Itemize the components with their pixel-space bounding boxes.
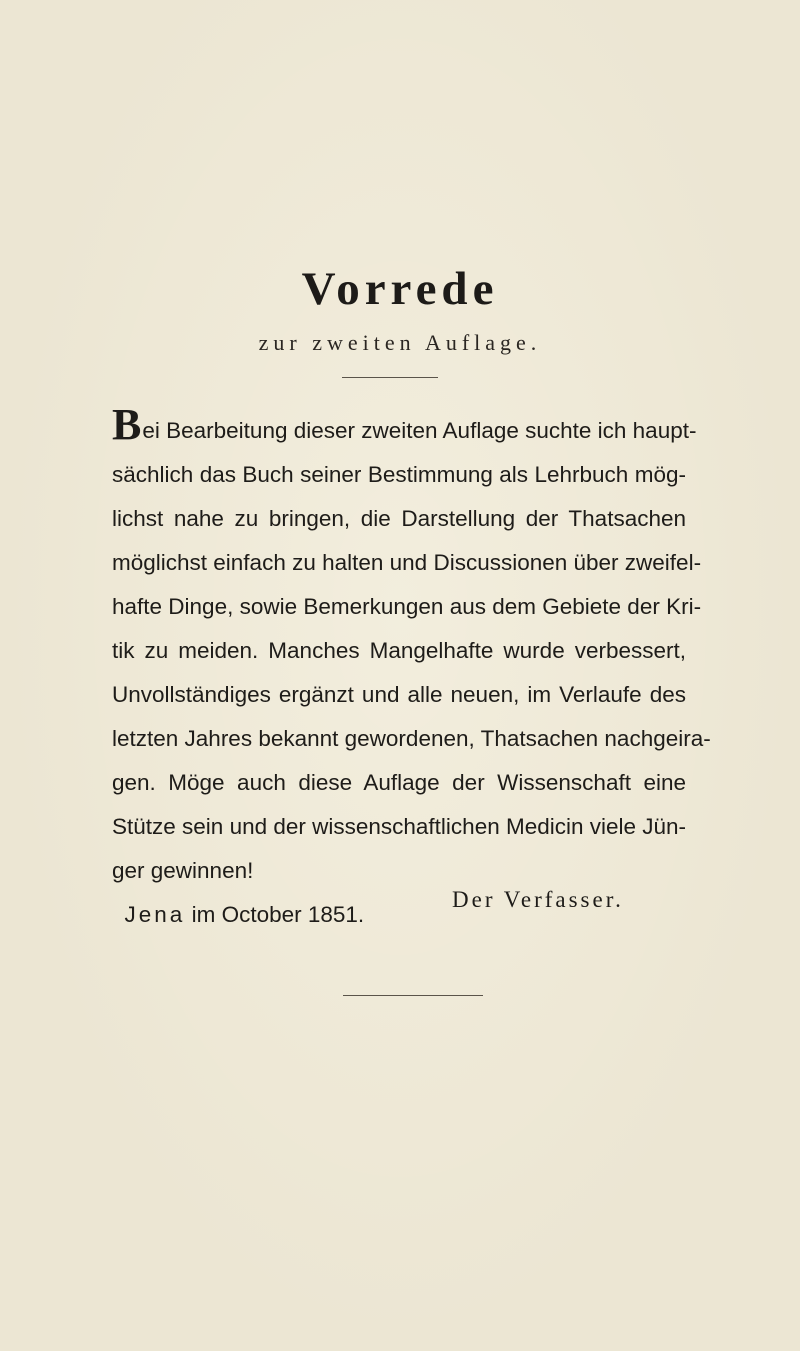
- drop-cap: B: [112, 400, 142, 449]
- bottom-divider: [343, 995, 483, 996]
- text-line-3: lichst nahe zu bringen, die Darstellung der Thatsachen: [112, 506, 686, 531]
- page-title: Vorrede: [301, 263, 499, 315]
- text-line-2: sächlich das Buch seiner Bestimmung als Lehrbuch mög-: [112, 462, 686, 487]
- preface-text: [112, 400, 711, 937]
- text-line-6: tik zu meiden. Manches Mangelhafte wurde verbessert,: [112, 638, 686, 663]
- text-line-1-content: ei Bearbeitung dieser zweiten Auflage suchte ich haupt-: [142, 418, 697, 443]
- top-divider: [342, 377, 438, 378]
- text-line-5: hafte Dinge, sowie Bemerkungen aus dem Gebiete der Kri-: [112, 594, 702, 619]
- text-line-7: Unvollständiges ergänzt und alle neuen, im Verlaufe des: [112, 682, 686, 707]
- text-line-8: letzten Jahres bekannt gewordenen, Thatsachen nachgeira-: [112, 726, 711, 751]
- text-line-4: möglichst einfach zu halten und Discussionen über zweifel-: [112, 550, 702, 575]
- page-subtitle: zur zweiten Auflage.: [258, 330, 542, 355]
- signature: Der Verfasser.: [452, 887, 624, 912]
- text-line-9: gen. Möge auch diese Auflage der Wissenschaft eine: [112, 770, 686, 795]
- text-line-10: Stütze sein und der wissenschaftlichen Medicin viele Jün-: [112, 814, 687, 839]
- place-name: Jena: [124, 902, 186, 927]
- date-text: im October 1851.: [191, 902, 365, 927]
- text-line-11: ger gewinnen!: [112, 858, 254, 883]
- text-line-1: [112, 400, 697, 453]
